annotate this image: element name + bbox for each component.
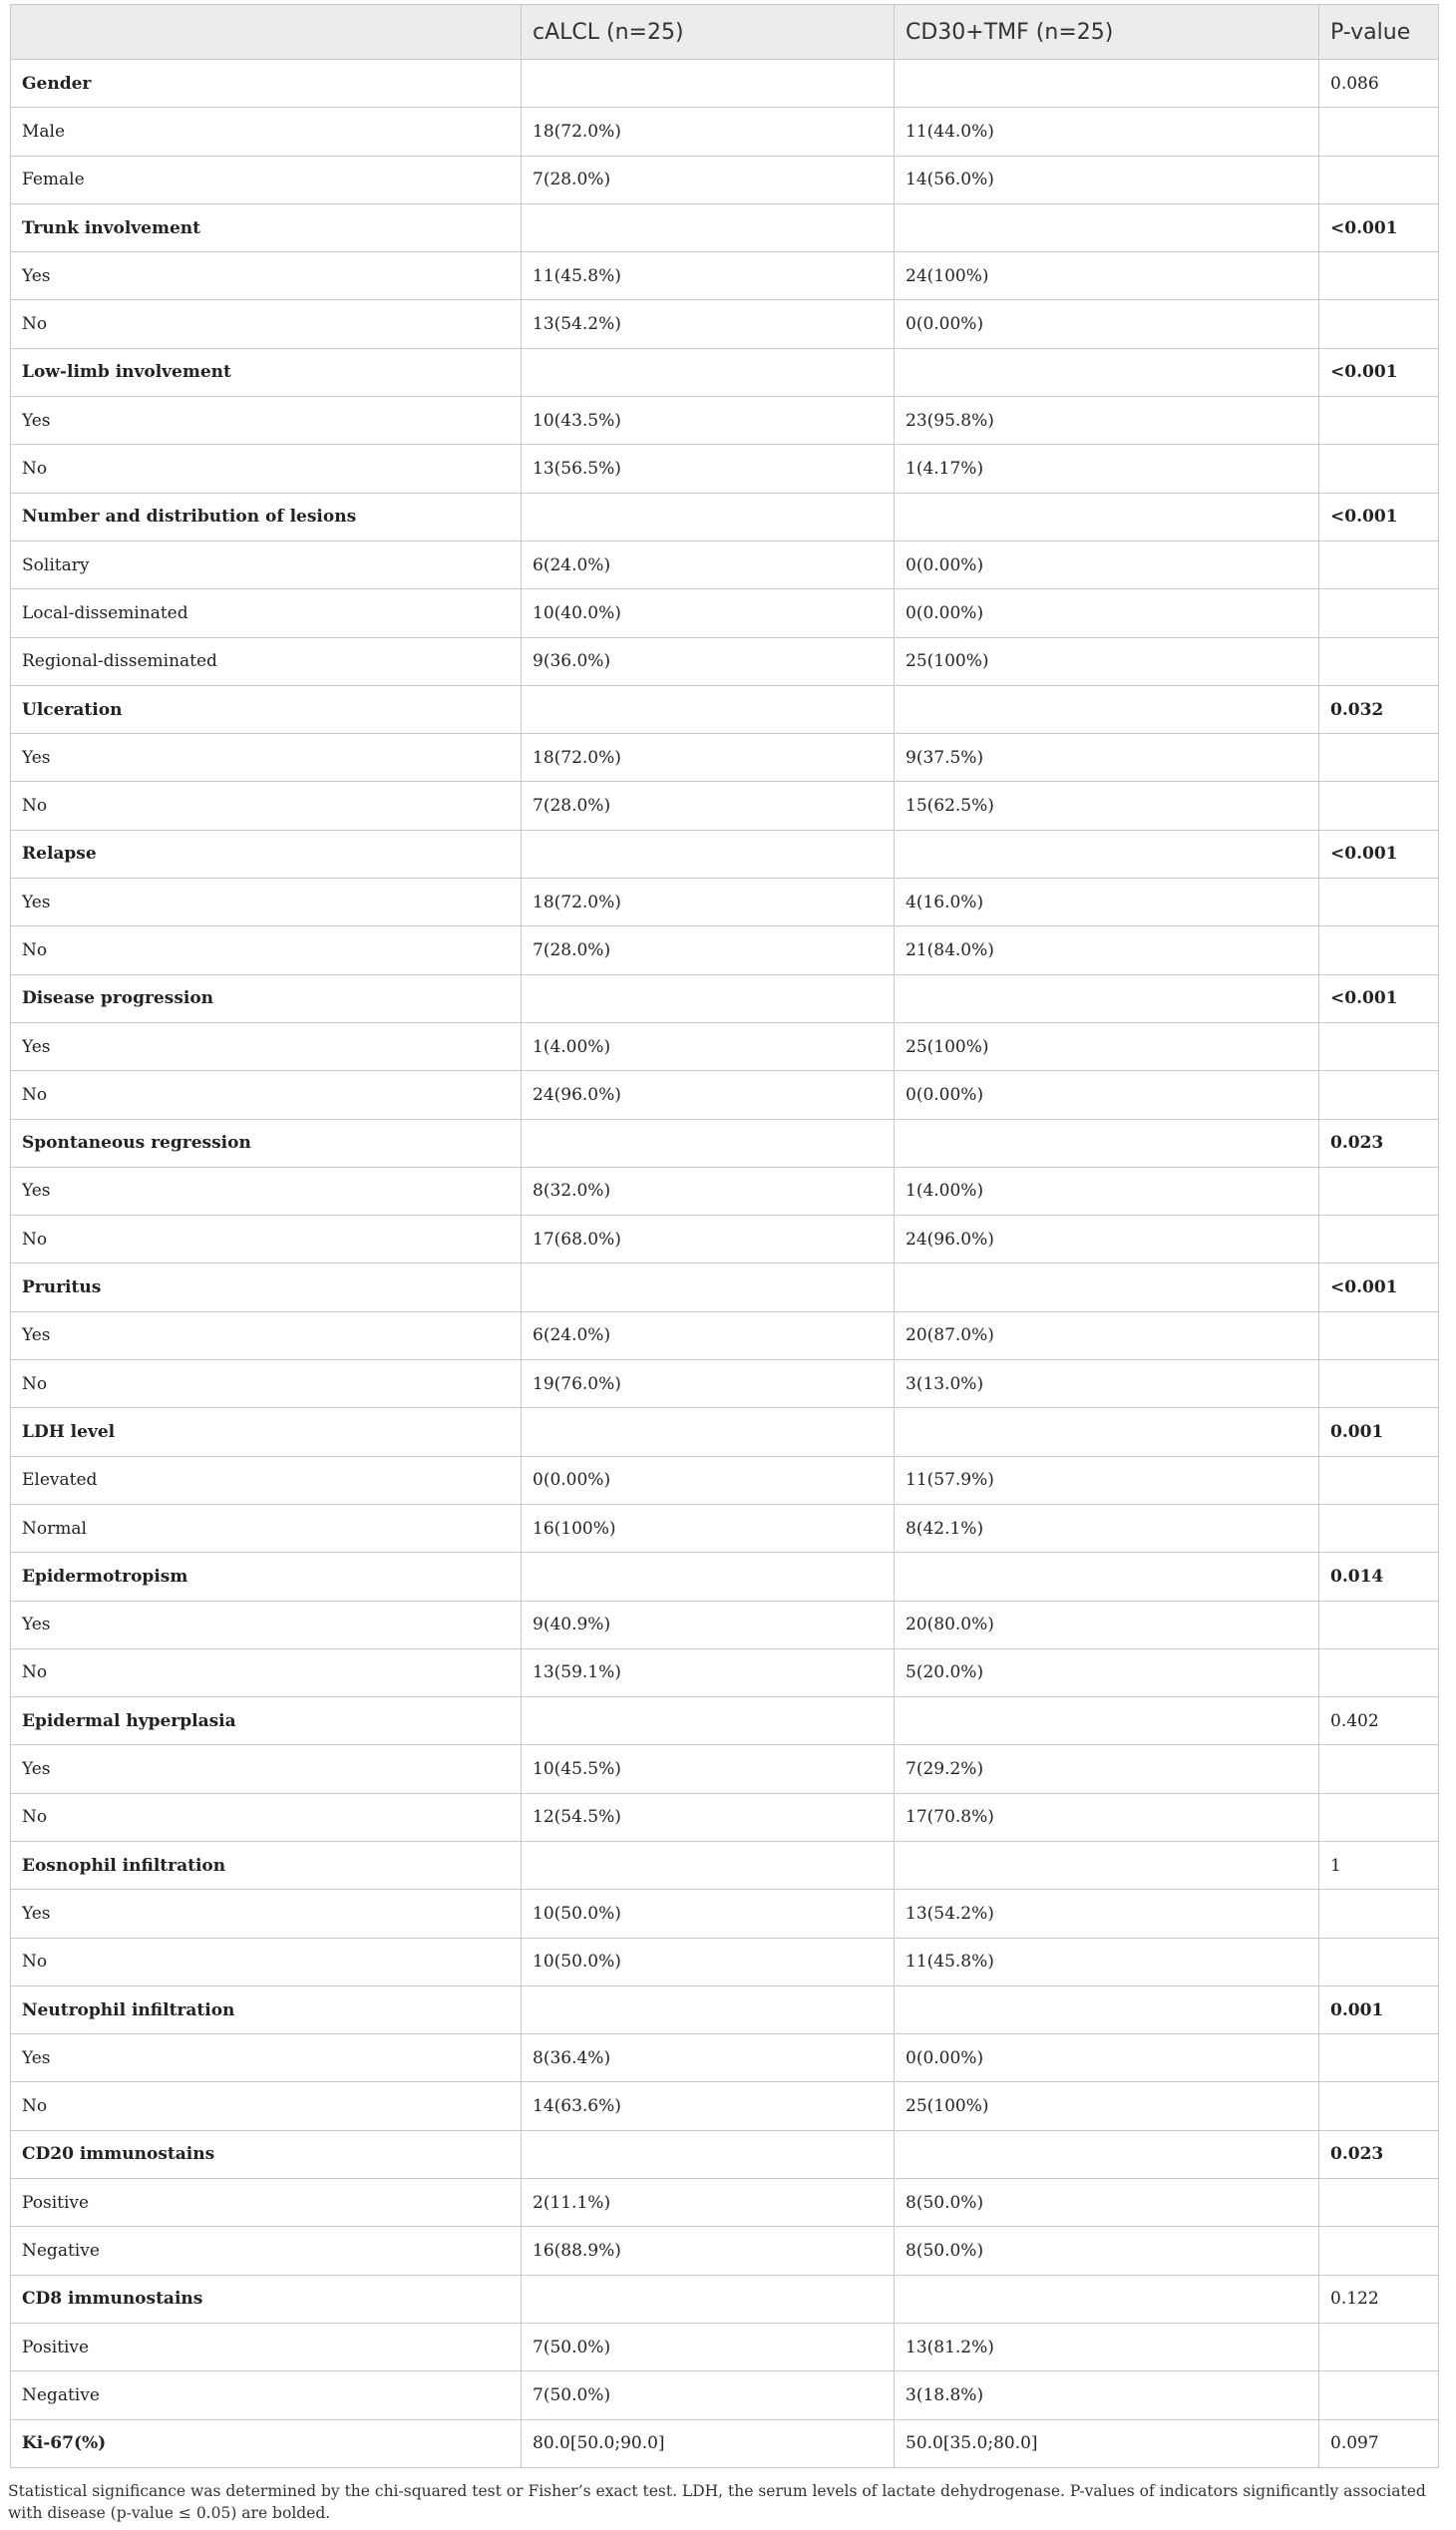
row-label-cell: Elevated — [11, 1456, 522, 1504]
table-group-row — [11, 348, 1439, 396]
cd30-tmf-value-cell: 7(29.2%) — [895, 1745, 1319, 1793]
table-row — [11, 1167, 1439, 1215]
calcl-value-cell: 9(40.9%) — [522, 1601, 895, 1648]
cd30-tmf-value-cell: 0(0.00%) — [895, 589, 1319, 637]
p-value-cell — [1319, 2034, 1439, 2082]
calcl-value-cell: 6(24.0%) — [522, 1311, 895, 1359]
cd30-tmf-value-cell: 0(0.00%) — [895, 1071, 1319, 1119]
calcl-value-cell: 8(32.0%) — [522, 1167, 895, 1215]
cd30-tmf-value-cell — [895, 2275, 1319, 2323]
cd30-tmf-value-cell — [895, 348, 1319, 396]
row-label-cell: Negative — [11, 2371, 522, 2419]
calcl-value-cell — [522, 2130, 895, 2178]
row-label-cell: Positive — [11, 2323, 522, 2370]
calcl-value-cell: 17(68.0%) — [522, 1216, 895, 1264]
row-label-cell: Relapse — [11, 830, 522, 878]
calcl-value-cell: 16(100%) — [522, 1504, 895, 1552]
header-cd30-tmf: CD30+TMF (n=25) — [895, 5, 1319, 60]
table-row — [11, 1793, 1439, 1841]
table-group-row — [11, 493, 1439, 541]
row-label-cell: No — [11, 1360, 522, 1408]
table-group-row — [11, 974, 1439, 1022]
cd30-tmf-value-cell: 0(0.00%) — [895, 541, 1319, 588]
table-row — [11, 2323, 1439, 2370]
row-label-cell: LDH level — [11, 1408, 522, 1456]
table-row — [11, 1745, 1439, 1793]
row-label-cell: CD20 immunostains — [11, 2130, 522, 2178]
p-value-cell: 0.001 — [1319, 1408, 1439, 1456]
table-header-row — [11, 5, 1439, 60]
row-label-cell: Yes — [11, 879, 522, 926]
cd30-tmf-value-cell: 4(16.0%) — [895, 879, 1319, 926]
p-value-cell — [1319, 926, 1439, 974]
row-label-cell: Pruritus — [11, 1264, 522, 1311]
row-label-cell: Number and distribution of lesions — [11, 493, 522, 541]
p-value-cell: 0.023 — [1319, 2130, 1439, 2178]
p-value-cell — [1319, 541, 1439, 588]
table-group-row — [11, 1119, 1439, 1167]
cd30-tmf-value-cell: 5(20.0%) — [895, 1648, 1319, 1696]
calcl-value-cell — [522, 1408, 895, 1456]
calcl-value-cell: 7(50.0%) — [522, 2371, 895, 2419]
cd30-tmf-value-cell: 21(84.0%) — [895, 926, 1319, 974]
table-row — [11, 1456, 1439, 1504]
p-value-cell — [1319, 445, 1439, 493]
table-row — [11, 2227, 1439, 2275]
p-value-cell — [1319, 2371, 1439, 2419]
row-label-cell: Low-limb involvement — [11, 348, 522, 396]
cd30-tmf-value-cell: 17(70.8%) — [895, 1793, 1319, 1841]
row-label-cell: Epidermal hyperplasia — [11, 1697, 522, 1745]
calcl-value-cell: 16(88.9%) — [522, 2227, 895, 2275]
calcl-value-cell: 10(40.0%) — [522, 589, 895, 637]
table-row — [11, 1504, 1439, 1552]
table-group-row — [11, 203, 1439, 251]
row-label-cell: Yes — [11, 1022, 522, 1070]
row-label-cell: Gender — [11, 60, 522, 108]
p-value-cell — [1319, 1648, 1439, 1696]
calcl-value-cell — [522, 974, 895, 1022]
table-row — [11, 2034, 1439, 2082]
calcl-value-cell — [522, 60, 895, 108]
cd30-tmf-value-cell — [895, 1408, 1319, 1456]
row-label-cell: No — [11, 1216, 522, 1264]
cd30-tmf-value-cell: 8(50.0%) — [895, 2179, 1319, 2227]
calcl-value-cell: 7(28.0%) — [522, 156, 895, 203]
row-label-cell: No — [11, 2082, 522, 2130]
table-row — [11, 2082, 1439, 2130]
table-row — [11, 252, 1439, 300]
table-group-row — [11, 2419, 1439, 2467]
table-row — [11, 397, 1439, 445]
cd30-tmf-value-cell: 13(54.2%) — [895, 1890, 1319, 1938]
p-value-cell: <0.001 — [1319, 493, 1439, 541]
table-group-row — [11, 2130, 1439, 2178]
p-value-cell — [1319, 1890, 1439, 1938]
calcl-value-cell — [522, 1841, 895, 1889]
cd30-tmf-value-cell: 23(95.8%) — [895, 397, 1319, 445]
row-label-cell: No — [11, 1648, 522, 1696]
cd30-tmf-value-cell — [895, 1119, 1319, 1167]
p-value-cell — [1319, 397, 1439, 445]
calcl-value-cell: 10(50.0%) — [522, 1938, 895, 1986]
table-row — [11, 1890, 1439, 1938]
header-p-value: P-value — [1319, 5, 1439, 60]
calcl-value-cell: 24(96.0%) — [522, 1071, 895, 1119]
cd30-tmf-value-cell — [895, 974, 1319, 1022]
calcl-value-cell: 13(54.2%) — [522, 300, 895, 348]
calcl-value-cell: 1(4.00%) — [522, 1022, 895, 1070]
row-label-cell: Yes — [11, 2034, 522, 2082]
calcl-value-cell: 11(45.8%) — [522, 252, 895, 300]
p-value-cell — [1319, 1456, 1439, 1504]
cd30-tmf-value-cell — [895, 493, 1319, 541]
row-label-cell: No — [11, 1938, 522, 1986]
p-value-cell — [1319, 1311, 1439, 1359]
cd30-tmf-value-cell: 8(50.0%) — [895, 2227, 1319, 2275]
cd30-tmf-value-cell: 11(44.0%) — [895, 108, 1319, 156]
calcl-value-cell: 19(76.0%) — [522, 1360, 895, 1408]
table-row — [11, 2371, 1439, 2419]
row-label-cell: Yes — [11, 397, 522, 445]
cd30-tmf-value-cell: 8(42.1%) — [895, 1504, 1319, 1552]
row-label-cell: No — [11, 300, 522, 348]
table-footnote: Statistical significance was determined by the chi-squared test or Fisher’s exact test. LDH, the serum levels of lactate dehydrogenase. P-values of indicators significantly associated with disease (p-value ≤ 0.05) are bolded. — [8, 2482, 1426, 2522]
table-row — [11, 1648, 1439, 1696]
calcl-value-cell: 7(50.0%) — [522, 2323, 895, 2370]
p-value-cell — [1319, 1216, 1439, 1264]
cd30-tmf-value-cell: 25(100%) — [895, 637, 1319, 685]
row-label-cell: Yes — [11, 1890, 522, 1938]
table-row — [11, 926, 1439, 974]
row-label-cell: No — [11, 1793, 522, 1841]
table-body — [11, 60, 1439, 2468]
calcl-value-cell: 10(43.5%) — [522, 397, 895, 445]
table-row — [11, 589, 1439, 637]
p-value-cell: 0.023 — [1319, 1119, 1439, 1167]
p-value-cell — [1319, 589, 1439, 637]
p-value-cell — [1319, 252, 1439, 300]
cd30-tmf-value-cell: 24(100%) — [895, 252, 1319, 300]
cd30-tmf-value-cell: 11(57.9%) — [895, 1456, 1319, 1504]
p-value-cell: 0.086 — [1319, 60, 1439, 108]
p-value-cell — [1319, 1745, 1439, 1793]
table-row — [11, 445, 1439, 493]
p-value-cell — [1319, 1167, 1439, 1215]
calcl-value-cell — [522, 1986, 895, 2033]
calcl-value-cell: 0(0.00%) — [522, 1456, 895, 1504]
calcl-value-cell: 12(54.5%) — [522, 1793, 895, 1841]
p-value-cell — [1319, 1601, 1439, 1648]
calcl-value-cell — [522, 203, 895, 251]
table-group-row — [11, 2275, 1439, 2323]
table-row — [11, 1601, 1439, 1648]
row-label-cell: Yes — [11, 734, 522, 782]
calcl-value-cell — [522, 685, 895, 733]
table-row — [11, 782, 1439, 830]
p-value-cell: <0.001 — [1319, 203, 1439, 251]
calcl-value-cell: 10(50.0%) — [522, 1890, 895, 1938]
cd30-tmf-value-cell — [895, 1553, 1319, 1601]
row-label-cell: Ki-67(%) — [11, 2419, 522, 2467]
calcl-value-cell: 7(28.0%) — [522, 926, 895, 974]
calcl-value-cell: 10(45.5%) — [522, 1745, 895, 1793]
header-characteristic — [11, 5, 522, 60]
p-value-cell — [1319, 2179, 1439, 2227]
p-value-cell: 0.402 — [1319, 1697, 1439, 1745]
row-label-cell: No — [11, 782, 522, 830]
p-value-cell: <0.001 — [1319, 1264, 1439, 1311]
cd30-tmf-value-cell — [895, 1986, 1319, 2033]
row-label-cell: CD8 immunostains — [11, 2275, 522, 2323]
p-value-cell — [1319, 156, 1439, 203]
row-label-cell: Yes — [11, 1601, 522, 1648]
calcl-value-cell: 7(28.0%) — [522, 782, 895, 830]
cd30-tmf-value-cell — [895, 203, 1319, 251]
table-group-row — [11, 60, 1439, 108]
p-value-cell: <0.001 — [1319, 830, 1439, 878]
p-value-cell — [1319, 2082, 1439, 2130]
cd30-tmf-value-cell: 1(4.17%) — [895, 445, 1319, 493]
table-row — [11, 541, 1439, 588]
calcl-value-cell — [522, 2275, 895, 2323]
row-label-cell: Yes — [11, 1311, 522, 1359]
row-label-cell: Yes — [11, 252, 522, 300]
comparison-table — [10, 4, 1439, 2468]
cd30-tmf-value-cell: 15(62.5%) — [895, 782, 1319, 830]
cd30-tmf-value-cell: 24(96.0%) — [895, 1216, 1319, 1264]
table-group-row — [11, 1408, 1439, 1456]
table-group-row — [11, 1841, 1439, 1889]
calcl-value-cell: 18(72.0%) — [522, 879, 895, 926]
calcl-value-cell — [522, 1697, 895, 1745]
table-row — [11, 1071, 1439, 1119]
row-label-cell: Epidermotropism — [11, 1553, 522, 1601]
table-row — [11, 1311, 1439, 1359]
row-label-cell: Eosnophil infiltration — [11, 1841, 522, 1889]
cd30-tmf-value-cell — [895, 1264, 1319, 1311]
cd30-tmf-value-cell: 3(18.8%) — [895, 2371, 1319, 2419]
row-label-cell: Ulceration — [11, 685, 522, 733]
calcl-value-cell: 6(24.0%) — [522, 541, 895, 588]
calcl-value-cell: 8(36.4%) — [522, 2034, 895, 2082]
cd30-tmf-value-cell: 0(0.00%) — [895, 300, 1319, 348]
calcl-value-cell — [522, 348, 895, 396]
calcl-value-cell — [522, 493, 895, 541]
p-value-cell — [1319, 1360, 1439, 1408]
calcl-value-cell: 14(63.6%) — [522, 2082, 895, 2130]
p-value-cell: 0.014 — [1319, 1553, 1439, 1601]
table-row — [11, 300, 1439, 348]
row-label-cell: No — [11, 445, 522, 493]
calcl-value-cell — [522, 1119, 895, 1167]
p-value-cell — [1319, 1938, 1439, 1986]
row-label-cell: Normal — [11, 1504, 522, 1552]
cd30-tmf-value-cell — [895, 2130, 1319, 2178]
p-value-cell: 0.122 — [1319, 2275, 1439, 2323]
calcl-value-cell — [522, 1264, 895, 1311]
p-value-cell: <0.001 — [1319, 348, 1439, 396]
table-row — [11, 156, 1439, 203]
row-label-cell: Yes — [11, 1745, 522, 1793]
p-value-cell — [1319, 1793, 1439, 1841]
cd30-tmf-value-cell — [895, 1697, 1319, 1745]
calcl-value-cell: 13(59.1%) — [522, 1648, 895, 1696]
p-value-cell — [1319, 782, 1439, 830]
p-value-cell — [1319, 2323, 1439, 2370]
cd30-tmf-value-cell: 0(0.00%) — [895, 2034, 1319, 2082]
row-label-cell: Female — [11, 156, 522, 203]
table-row — [11, 1216, 1439, 1264]
table-group-row — [11, 1553, 1439, 1601]
table-group-row — [11, 1697, 1439, 1745]
row-label-cell: Local-disseminated — [11, 589, 522, 637]
cd30-tmf-value-cell: 20(80.0%) — [895, 1601, 1319, 1648]
cd30-tmf-value-cell — [895, 60, 1319, 108]
p-value-cell — [1319, 734, 1439, 782]
row-label-cell: Disease progression — [11, 974, 522, 1022]
row-label-cell: Regional-disseminated — [11, 637, 522, 685]
row-label-cell: Trunk involvement — [11, 203, 522, 251]
p-value-cell — [1319, 879, 1439, 926]
p-value-cell — [1319, 637, 1439, 685]
cd30-tmf-value-cell — [895, 830, 1319, 878]
data-table-container — [10, 4, 1438, 2468]
cd30-tmf-value-cell: 25(100%) — [895, 2082, 1319, 2130]
p-value-cell — [1319, 300, 1439, 348]
p-value-cell — [1319, 2227, 1439, 2275]
row-label-cell: Neutrophil infiltration — [11, 1986, 522, 2033]
table-row — [11, 108, 1439, 156]
calcl-value-cell — [522, 1553, 895, 1601]
cd30-tmf-value-cell: 9(37.5%) — [895, 734, 1319, 782]
cd30-tmf-value-cell: 13(81.2%) — [895, 2323, 1319, 2370]
p-value-cell: <0.001 — [1319, 974, 1439, 1022]
row-label-cell: Negative — [11, 2227, 522, 2275]
cd30-tmf-value-cell — [895, 1841, 1319, 1889]
cd30-tmf-value-cell: 14(56.0%) — [895, 156, 1319, 203]
calcl-value-cell: 18(72.0%) — [522, 108, 895, 156]
p-value-cell: 0.032 — [1319, 685, 1439, 733]
calcl-value-cell: 13(56.5%) — [522, 445, 895, 493]
row-label-cell: Yes — [11, 1167, 522, 1215]
cd30-tmf-value-cell: 25(100%) — [895, 1022, 1319, 1070]
table-row — [11, 637, 1439, 685]
cd30-tmf-value-cell: 50.0[35.0;80.0] — [895, 2419, 1319, 2467]
header-calcl: cALCL (n=25) — [522, 5, 895, 60]
calcl-value-cell: 80.0[50.0;90.0] — [522, 2419, 895, 2467]
p-value-cell: 0.097 — [1319, 2419, 1439, 2467]
row-label-cell: Male — [11, 108, 522, 156]
cd30-tmf-value-cell — [895, 685, 1319, 733]
cd30-tmf-value-cell: 3(13.0%) — [895, 1360, 1319, 1408]
p-value-cell: 0.001 — [1319, 1986, 1439, 2033]
row-label-cell: No — [11, 1071, 522, 1119]
table-row — [11, 1938, 1439, 1986]
row-label-cell: Positive — [11, 2179, 522, 2227]
table-group-row — [11, 830, 1439, 878]
table-row — [11, 1022, 1439, 1070]
row-label-cell: Spontaneous regression — [11, 1119, 522, 1167]
p-value-cell — [1319, 1071, 1439, 1119]
table-group-row — [11, 685, 1439, 733]
calcl-value-cell: 18(72.0%) — [522, 734, 895, 782]
table-group-row — [11, 1264, 1439, 1311]
p-value-cell — [1319, 108, 1439, 156]
cd30-tmf-value-cell: 11(45.8%) — [895, 1938, 1319, 1986]
calcl-value-cell — [522, 830, 895, 878]
p-value-cell — [1319, 1022, 1439, 1070]
table-row — [11, 734, 1439, 782]
cd30-tmf-value-cell: 1(4.00%) — [895, 1167, 1319, 1215]
table-row — [11, 2179, 1439, 2227]
row-label-cell: Solitary — [11, 541, 522, 588]
calcl-value-cell: 2(11.1%) — [522, 2179, 895, 2227]
table-row — [11, 1360, 1439, 1408]
table-row — [11, 879, 1439, 926]
calcl-value-cell: 9(36.0%) — [522, 637, 895, 685]
p-value-cell — [1319, 1504, 1439, 1552]
row-label-cell: No — [11, 926, 522, 974]
cd30-tmf-value-cell: 20(87.0%) — [895, 1311, 1319, 1359]
p-value-cell: 1 — [1319, 1841, 1439, 1889]
table-group-row — [11, 1986, 1439, 2033]
